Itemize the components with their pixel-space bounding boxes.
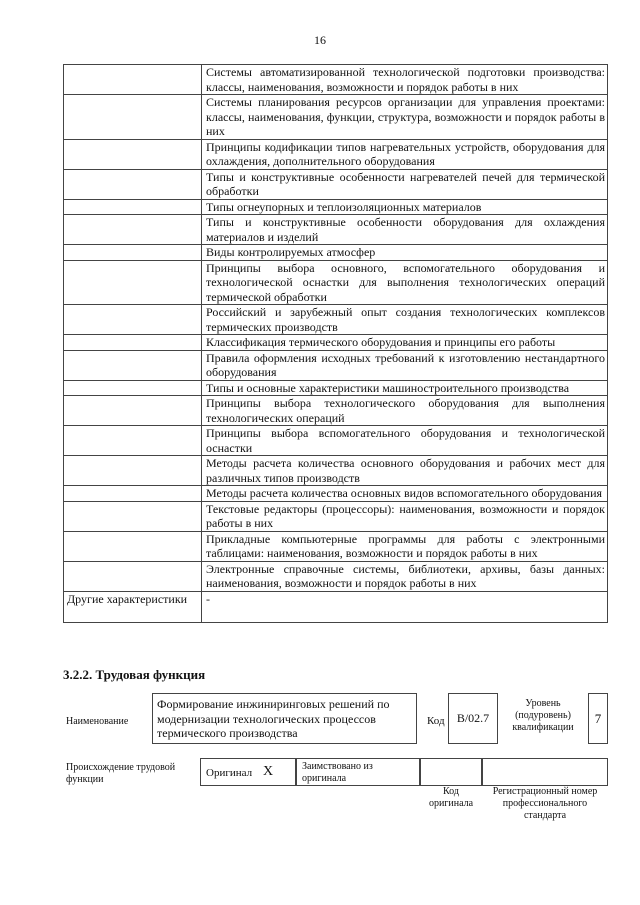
table-row xyxy=(64,305,608,335)
row-left-cell xyxy=(64,260,202,305)
row-left-cell xyxy=(64,486,202,502)
table-row xyxy=(64,199,608,215)
table-row xyxy=(64,335,608,351)
row-left-cell xyxy=(64,95,202,140)
row-left-cell xyxy=(64,380,202,396)
table-row xyxy=(64,486,608,502)
requirement-text: Системы автоматизированной технологической подготовки производства: классы, наименования, возможности и порядок работы в них xyxy=(202,65,608,95)
requirement-text: Принципы выбора технологического оборудования для выполнения технологических операций xyxy=(202,396,608,426)
row-left-cell xyxy=(64,456,202,486)
table-row xyxy=(64,95,608,140)
code-original-cell xyxy=(420,758,482,786)
other-characteristics-label: Другие характеристики xyxy=(64,591,202,622)
original-label: Оригинал xyxy=(206,767,253,779)
level-box xyxy=(588,693,608,744)
requirement-text: Прикладные компьютерные программы для работы с электронными таблицами: наименования, возможности и порядок работы в них xyxy=(202,531,608,561)
row-left-cell xyxy=(64,65,202,95)
row-left-cell xyxy=(64,561,202,591)
requirement-text: Электронные справочные системы, библиотеки, архивы, базы данных: наименования, возможности и порядок работы в них xyxy=(202,561,608,591)
original-mark: X xyxy=(263,764,274,779)
page-number: 16 xyxy=(314,33,326,47)
requirement-text: Типы и конструктивные особенности нагревателей печей для термической обработки xyxy=(202,169,608,199)
table-row xyxy=(64,501,608,531)
code-label: Код xyxy=(427,715,445,727)
requirement-text: Методы расчета количества основного оборудования и рабочих мест для различных типов производств xyxy=(202,456,608,486)
table-row xyxy=(64,380,608,396)
table-row xyxy=(64,561,608,591)
origin-label: Происхождение трудовой функции xyxy=(66,762,176,785)
requirement-text: Российский и зарубежный опыт создания технологических комплексов термических производств xyxy=(202,305,608,335)
table-row xyxy=(64,456,608,486)
table-row xyxy=(64,350,608,380)
requirement-text: Виды контролируемых атмосфер xyxy=(202,245,608,261)
code-box xyxy=(448,693,498,744)
row-left-cell xyxy=(64,335,202,351)
level-label: Уровень (подуровень) квалификации xyxy=(512,698,574,733)
function-name-value: Формирование инжиниринговых решений по модернизации технологических процессов термического производства xyxy=(157,697,390,740)
requirement-text: Системы планирования ресурсов организации для управления проектами: классы, наименования, функции, структура, возможности и порядок работы в них xyxy=(202,95,608,140)
code-original-caption: Код оригинала xyxy=(428,786,474,809)
row-left-cell xyxy=(64,245,202,261)
table-row xyxy=(64,426,608,456)
row-left-cell xyxy=(64,215,202,245)
row-left-cell xyxy=(64,169,202,199)
level-value: 7 xyxy=(594,711,602,726)
requirement-text: Классификация термического оборудования и принципы его работы xyxy=(202,335,608,351)
requirement-text: Принципы кодификации типов нагревательных устройств, оборудования для охлаждения, дополнительного оборудования xyxy=(202,139,608,169)
code-value: B/02.7 xyxy=(456,711,490,725)
requirements-body xyxy=(64,65,608,623)
row-left-cell xyxy=(64,199,202,215)
requirement-text: Принципы выбора основного, вспомогательного оборудования и технологической оснастки для выполнения технологических операций термической обработки xyxy=(202,260,608,305)
borrowed-cell xyxy=(296,758,420,786)
name-label: Наименование xyxy=(66,716,129,727)
requirement-text: Правила оформления исходных требований к изготовлению нестандартного оборудования xyxy=(202,350,608,380)
table-row xyxy=(64,169,608,199)
row-left-cell xyxy=(64,426,202,456)
function-name-box xyxy=(152,693,417,744)
table-row xyxy=(64,65,608,95)
row-left-cell xyxy=(64,350,202,380)
requirement-text: Принципы выбора вспомогательного оборудования и технологической оснастки xyxy=(202,426,608,456)
row-left-cell xyxy=(64,305,202,335)
borrowed-label: Заимствовано из оригинала xyxy=(302,761,373,784)
table-row xyxy=(64,215,608,245)
reg-number-caption: Регистрационный номер профессионального стандарта xyxy=(492,786,598,821)
requirement-text: Типы и конструктивные особенности оборудования для охлаждения материалов и изделий xyxy=(202,215,608,245)
row-left-cell xyxy=(64,531,202,561)
table-row xyxy=(64,531,608,561)
table-row xyxy=(64,396,608,426)
row-left-cell xyxy=(64,396,202,426)
row-left-cell xyxy=(64,139,202,169)
requirements-table xyxy=(63,64,608,623)
section-title: 3.2.2. Трудовая функция xyxy=(63,667,206,682)
table-row xyxy=(64,245,608,261)
requirement-text: Методы расчета количества основных видов вспомогательного оборудования xyxy=(202,486,608,502)
other-characteristics-value: - xyxy=(202,591,608,622)
other-characteristics-row xyxy=(64,591,608,622)
row-left-cell xyxy=(64,501,202,531)
requirement-text: Типы и основные характеристики машиностроительного производства xyxy=(202,380,608,396)
table-row xyxy=(64,260,608,305)
reg-number-cell xyxy=(482,758,608,786)
original-cell xyxy=(200,758,296,786)
requirement-text: Типы огнеупорных и теплоизоляционных материалов xyxy=(202,199,608,215)
table-row xyxy=(64,139,608,169)
requirement-text: Текстовые редакторы (процессоры): наименования, возможности и порядок работы в них xyxy=(202,501,608,531)
